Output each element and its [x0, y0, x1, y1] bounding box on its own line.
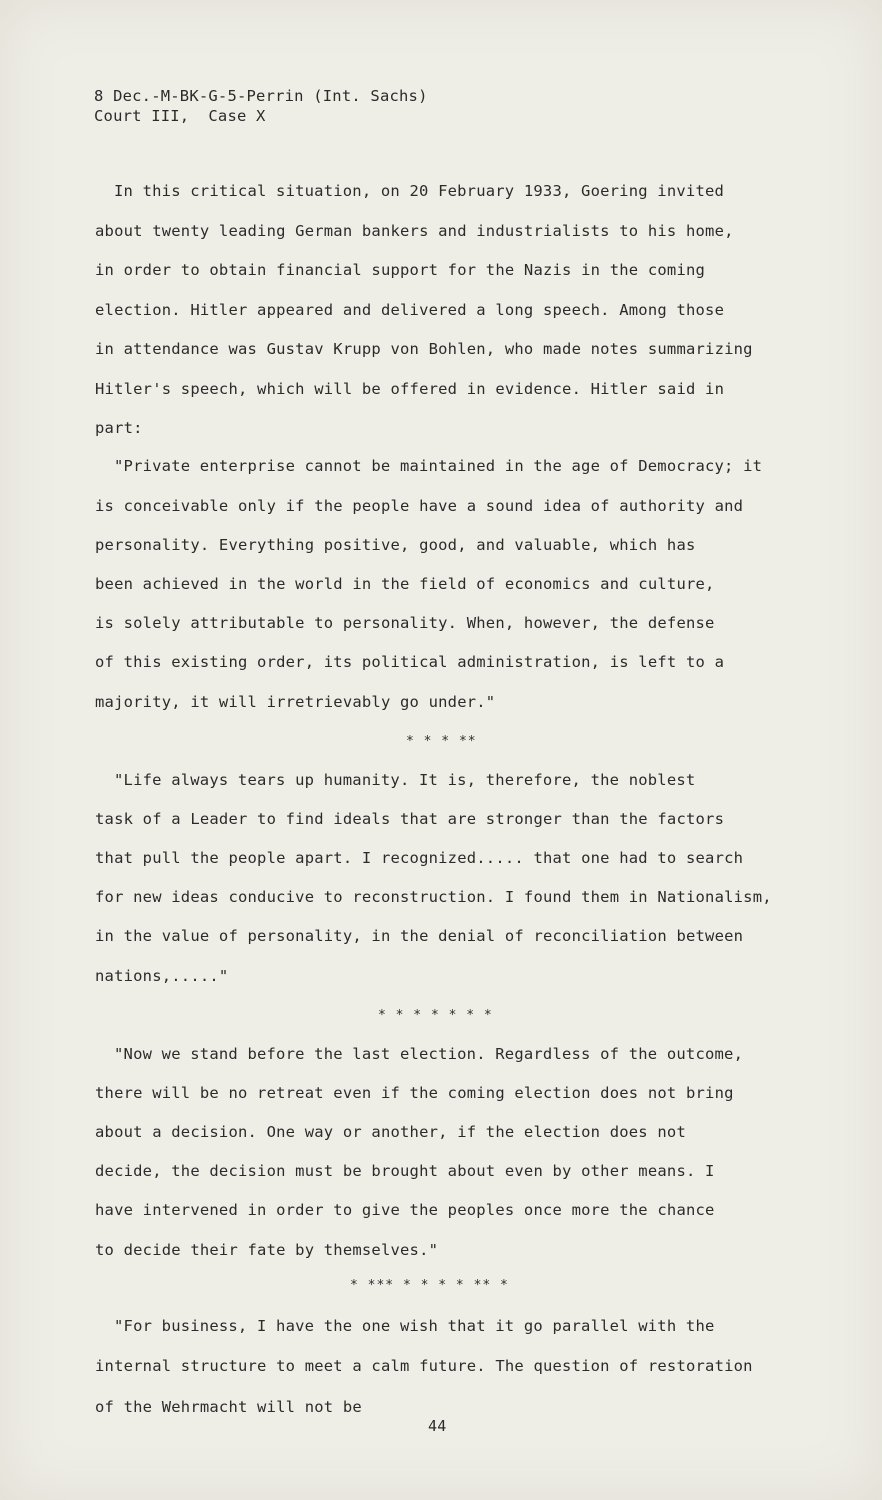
text-line: in attendance was Gustav Krupp von Bohlen, who made notes summarizing: [95, 340, 753, 358]
quote-line: internal structure to meet a calm future. The question of restoration: [95, 1357, 753, 1375]
quote-line: "Private enterprise cannot be maintained in the age of Democracy; it: [114, 457, 763, 475]
quote-line: been achieved in the world in the field of economics and culture,: [95, 575, 715, 593]
quote-line: personality. Everything positive, good, and valuable, which has: [95, 536, 696, 554]
quote-line: majority, it will irretrievably go under.": [95, 693, 496, 711]
quote-line: have intervened in order to give the peoples once more the chance: [95, 1201, 715, 1219]
quote-line: of the Wehrmacht will not be: [95, 1398, 362, 1416]
header-line-2: Court III, Case X: [94, 107, 266, 125]
page-number: 44: [428, 1417, 447, 1435]
quote-line: for new ideas conducive to reconstruction. I found them in Nationalism,: [95, 888, 772, 906]
quote-line: "Now we stand before the last election. Regardless of the outcome,: [114, 1045, 744, 1063]
quote-line: of this existing order, its political administration, is left to a: [95, 653, 725, 671]
quote-line: task of a Leader to find ideals that are stronger than the factors: [95, 810, 725, 828]
header-line-1: 8 Dec.-M-BK-G-5-Perrin (Int. Sachs): [94, 87, 428, 105]
section-separator: * *** * * * * ** *: [350, 1278, 509, 1293]
quote-line: about a decision. One way or another, if the election does not: [95, 1123, 686, 1141]
quote-line: is solely attributable to personality. When, however, the defense: [95, 614, 715, 632]
quote-line: "For business, I have the one wish that it go parallel with the: [114, 1317, 715, 1335]
quote-line: to decide their fate by themselves.": [95, 1241, 439, 1259]
text-line: about twenty leading German bankers and industrialists to his home,: [95, 222, 734, 240]
text-line: in order to obtain financial support for the Nazis in the coming: [95, 261, 706, 279]
quote-line: that pull the people apart. I recognized..... that one had to search: [95, 849, 744, 867]
section-separator: * * * * * * *: [378, 1008, 493, 1023]
text-line: Hitler's speech, which will be offered in evidence. Hitler said in: [95, 380, 725, 398]
quote-line: there will be no retreat even if the coming election does not bring: [95, 1084, 734, 1102]
text-line: In this critical situation, on 20 February 1933, Goering invited: [114, 182, 725, 200]
quote-line: in the value of personality, in the denial of reconciliation between: [95, 927, 744, 945]
quote-line: decide, the decision must be brought about even by other means. I: [95, 1162, 715, 1180]
quote-line: "Life always tears up humanity. It is, therefore, the noblest: [114, 771, 696, 789]
quote-line: nations,.....": [95, 967, 229, 985]
text-line: election. Hitler appeared and delivered a long speech. Among those: [95, 301, 725, 319]
quote-line: is conceivable only if the people have a sound idea of authority and: [95, 497, 744, 515]
text-line: part:: [95, 419, 143, 437]
section-separator: * * * **: [406, 734, 477, 749]
